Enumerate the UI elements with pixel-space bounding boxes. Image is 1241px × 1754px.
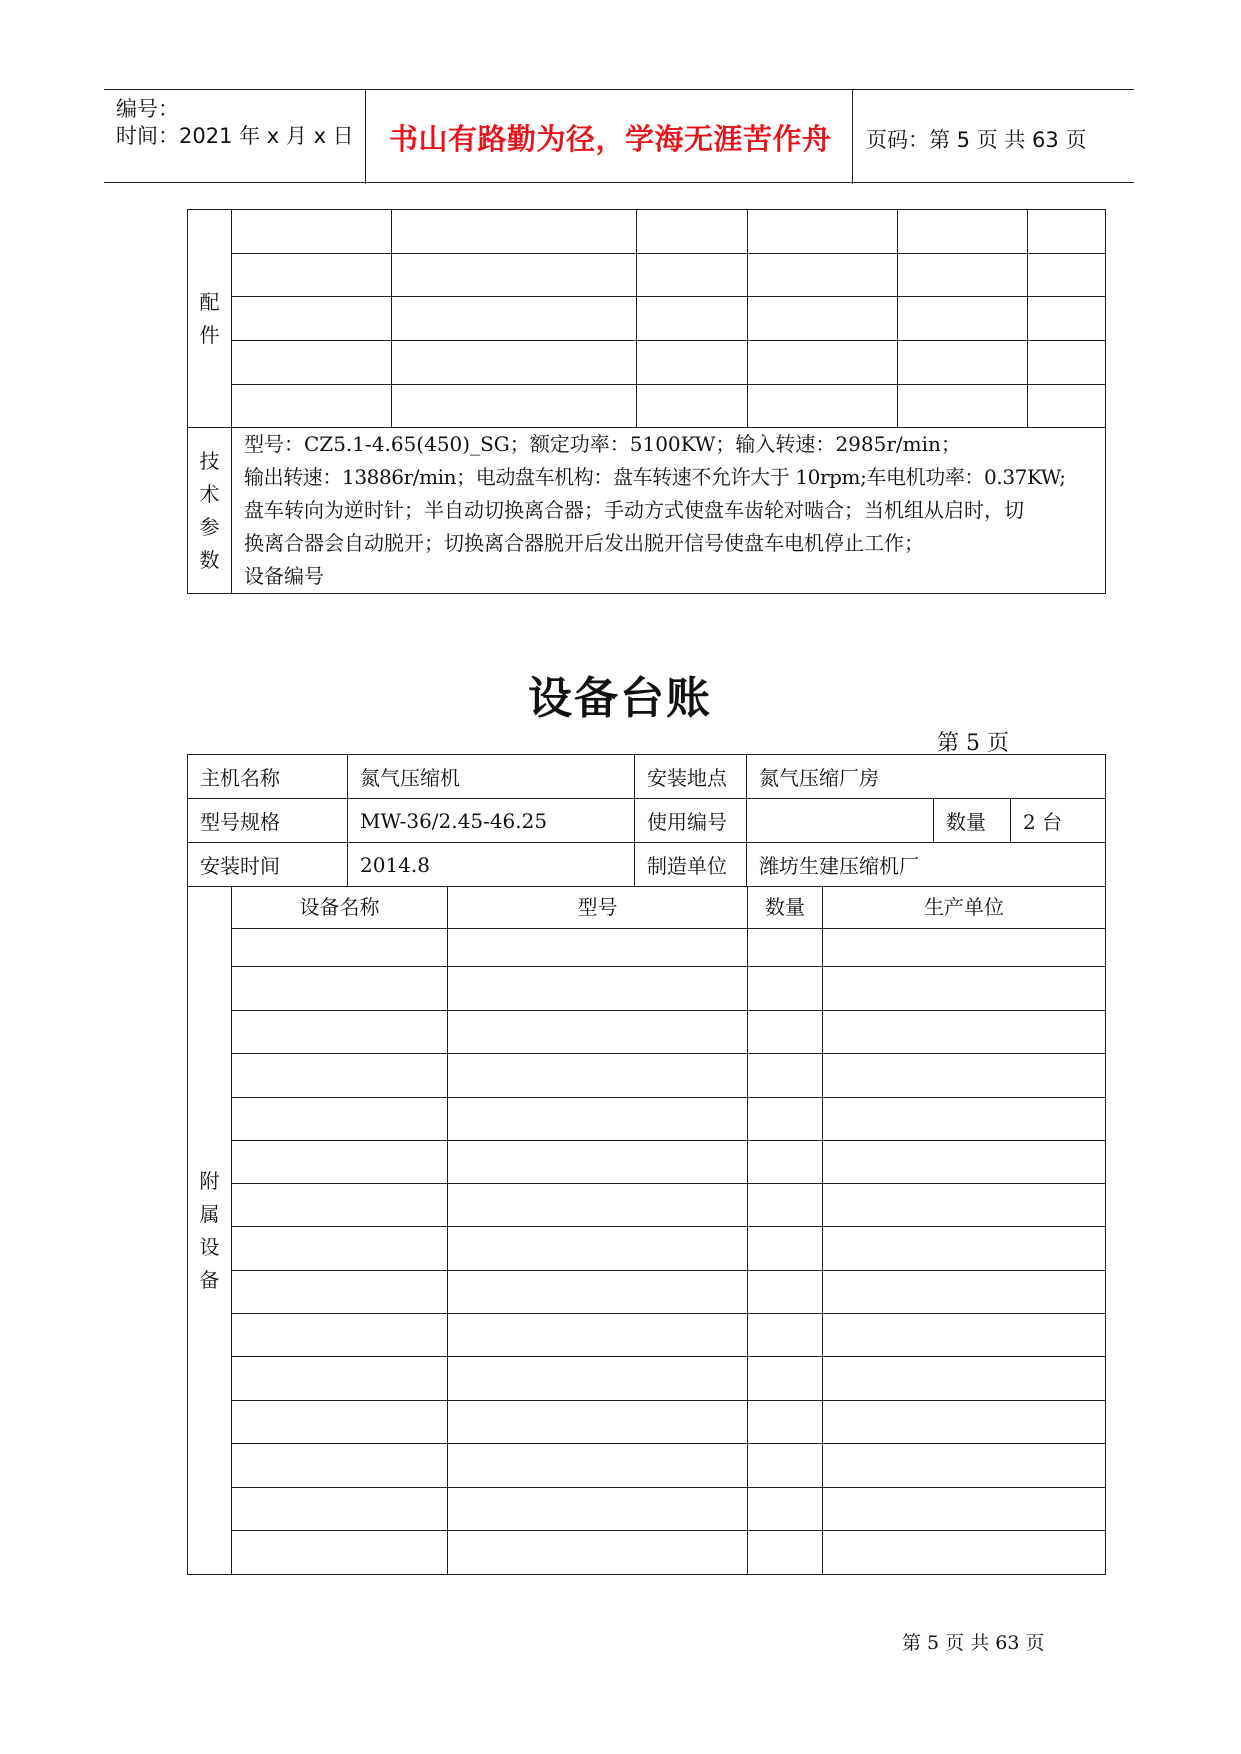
parts-cell — [232, 341, 392, 385]
parts-label-char: 件 — [199, 322, 220, 347]
accessory-cell — [748, 1011, 823, 1054]
accessory-row — [188, 929, 1106, 967]
col-header-quantity: 数量 — [748, 887, 823, 929]
tech-label-char: 术 — [199, 481, 220, 506]
accessory-row — [188, 1184, 1106, 1227]
accessory-cell — [748, 1098, 823, 1141]
accessory-label-char: 附 — [199, 1168, 220, 1193]
accessory-cell — [823, 1227, 1106, 1271]
accessory-cell — [448, 1314, 748, 1357]
quantity-value: 2 台 — [1011, 799, 1106, 843]
accessory-cell — [748, 1444, 823, 1488]
parts-cell — [1028, 385, 1106, 428]
header-bottom-rule — [104, 182, 1134, 183]
accessory-cell — [448, 1054, 748, 1098]
manufacturer-label: 制造单位 — [635, 843, 747, 887]
ledger-page-marker: 第 5 页 — [937, 731, 1009, 756]
accessory-label — [188, 887, 232, 1575]
accessory-row — [188, 1357, 1106, 1401]
parts-cell — [898, 297, 1028, 341]
accessory-cell — [823, 1184, 1106, 1227]
accessory-row — [188, 1271, 1106, 1314]
serial-number-label: 编号： — [116, 97, 179, 121]
parts-cell — [392, 254, 637, 297]
accessory-cell — [823, 1141, 1106, 1184]
header-divider-right — [852, 89, 853, 184]
parts-cell — [1028, 254, 1106, 297]
accessory-cell — [448, 1141, 748, 1184]
parts-cell — [1028, 210, 1106, 254]
accessory-cell — [448, 1271, 748, 1314]
accessory-cell — [748, 1357, 823, 1401]
accessory-cell — [823, 1357, 1106, 1401]
accessory-cell — [448, 1401, 748, 1444]
accessory-cell — [448, 1011, 748, 1054]
parts-label — [188, 210, 232, 428]
parts-cell — [232, 210, 392, 254]
tech-line: 设备编号 — [244, 564, 324, 588]
model-spec-value: MW-36/2.45-46.25 — [348, 799, 635, 843]
accessory-cell — [748, 1401, 823, 1444]
parts-cell — [392, 297, 637, 341]
accessory-cell — [748, 1141, 823, 1184]
accessory-cell — [232, 1271, 448, 1314]
accessory-cell — [823, 1531, 1106, 1575]
accessory-row — [188, 1444, 1106, 1488]
parts-cell — [232, 254, 392, 297]
parts-cell — [637, 297, 748, 341]
parts-cell — [748, 385, 898, 428]
accessory-row — [188, 1401, 1106, 1444]
accessory-cell — [748, 1488, 823, 1531]
accessory-row — [188, 1011, 1106, 1054]
accessory-cell — [232, 1531, 448, 1575]
parts-cell — [392, 210, 637, 254]
accessory-cell — [823, 1054, 1106, 1098]
tech-line: 型号：CZ5.1-4.65(450)_SG；额定功率：5100KW；输入转速：2985r/min； — [244, 432, 961, 456]
page-footer: 第 5 页 共 63 页 — [902, 1632, 1045, 1654]
accessory-cell — [232, 1401, 448, 1444]
parts-cell — [637, 254, 748, 297]
accessory-cell — [232, 929, 448, 967]
accessory-row — [188, 1054, 1106, 1098]
accessory-cell — [232, 1054, 448, 1098]
col-header-model: 型号 — [448, 887, 748, 929]
tech-params-text — [232, 428, 1106, 594]
parts-cell — [1028, 341, 1106, 385]
accessory-cell — [748, 1314, 823, 1357]
accessory-cell — [823, 929, 1106, 967]
accessory-cell — [748, 1531, 823, 1575]
parts-section — [188, 210, 1106, 594]
tech-label-char: 参 — [199, 514, 220, 539]
accessory-cell — [748, 1184, 823, 1227]
accessory-cell — [823, 1488, 1106, 1531]
accessory-cell — [232, 1227, 448, 1271]
accessory-cell — [748, 1054, 823, 1098]
model-spec-label: 型号规格 — [188, 799, 348, 843]
accessory-cell — [448, 1184, 748, 1227]
accessory-cell — [232, 1098, 448, 1141]
accessory-cell — [232, 1011, 448, 1054]
usage-number-value — [747, 799, 934, 843]
header-top-rule — [104, 89, 1134, 90]
parts-cell — [232, 385, 392, 428]
accessory-cell — [232, 1357, 448, 1401]
install-time-label: 安装时间 — [188, 843, 348, 887]
quantity-label: 数量 — [934, 799, 1011, 843]
accessory-header-row — [188, 887, 1106, 929]
accessory-equipment-table — [187, 886, 1106, 1575]
tech-line: 盘车转向为逆时针；半自动切换离合器；手动方式使盘车齿轮对啮合；当机组从启时，切 — [244, 498, 1024, 522]
host-name-value: 氮气压缩机 — [348, 755, 635, 799]
usage-number-label: 使用编号 — [635, 799, 747, 843]
accessory-cell — [823, 1401, 1106, 1444]
tech-label-char: 技 — [199, 448, 220, 473]
install-location-value: 氮气压缩厂房 — [747, 755, 1106, 799]
accessory-cell — [448, 1227, 748, 1271]
accessory-row — [188, 1488, 1106, 1531]
accessory-row — [188, 967, 1106, 1011]
accessory-cell — [823, 1444, 1106, 1488]
accessory-cell — [823, 1011, 1106, 1054]
install-location-label: 安装地点 — [635, 755, 747, 799]
accessory-cell — [448, 1531, 748, 1575]
header-divider-left — [365, 89, 366, 184]
accessory-cell — [748, 1227, 823, 1271]
accessory-cell — [823, 967, 1106, 1011]
tech-params-label — [188, 428, 232, 594]
parts-and-tech-table — [187, 209, 1106, 594]
accessory-cell — [448, 967, 748, 1011]
accessory-cell — [232, 967, 448, 1011]
tech-line: 输出转速：13886r/min；电动盘车机构：盘车转速不允许大于 10rpm;车电机功率：0.37KW; — [244, 465, 1066, 489]
accessory-row — [188, 1227, 1106, 1271]
parts-cell — [898, 210, 1028, 254]
accessory-cell — [823, 1314, 1106, 1357]
accessory-cell — [823, 1271, 1106, 1314]
accessory-section — [188, 887, 1106, 1575]
parts-cell — [232, 297, 392, 341]
parts-cell — [392, 385, 637, 428]
accessory-cell — [448, 1357, 748, 1401]
parts-cell — [898, 254, 1028, 297]
parts-cell — [392, 341, 637, 385]
parts-cell — [637, 385, 748, 428]
parts-cell — [748, 297, 898, 341]
accessory-label-char: 设 — [199, 1234, 220, 1259]
motto-text: 书山有路勤为径，学海无涯苦作舟 — [389, 122, 832, 156]
accessory-row — [188, 1141, 1106, 1184]
install-time-value: 2014.8 — [348, 843, 635, 887]
accessory-cell — [748, 1271, 823, 1314]
accessory-cell — [448, 1444, 748, 1488]
accessory-cell — [232, 1488, 448, 1531]
parts-cell — [748, 210, 898, 254]
parts-cell — [748, 254, 898, 297]
parts-cell — [1028, 297, 1106, 341]
accessory-cell — [823, 1098, 1106, 1141]
accessory-cell — [232, 1314, 448, 1357]
parts-cell — [898, 385, 1028, 428]
ledger-info-table — [187, 754, 1106, 887]
page-number-label: 页码：第 5 页 共 63 页 — [866, 128, 1087, 152]
tech-label-char: 数 — [199, 547, 220, 572]
accessory-label-char: 属 — [199, 1201, 220, 1226]
accessory-label-char: 备 — [199, 1267, 220, 1292]
tech-line: 换离合器会自动脱开；切换离合器脱开后发出脱开信号使盘车电机停止工作； — [244, 531, 924, 555]
accessory-cell — [748, 929, 823, 967]
time-label: 时间：2021 年 x 月 x 日 — [116, 124, 354, 148]
accessory-cell — [448, 1098, 748, 1141]
parts-cell — [637, 210, 748, 254]
accessory-row — [188, 1098, 1106, 1141]
accessory-cell — [448, 929, 748, 967]
accessory-row — [188, 1531, 1106, 1575]
parts-cell — [898, 341, 1028, 385]
accessory-cell — [232, 1184, 448, 1227]
parts-label-char: 配 — [199, 289, 220, 314]
ledger-title: 设备台账 — [528, 673, 712, 724]
manufacturer-value: 潍坊生建压缩机厂 — [747, 843, 1106, 887]
accessory-cell — [448, 1488, 748, 1531]
accessory-cell — [232, 1141, 448, 1184]
accessory-cell — [748, 967, 823, 1011]
parts-cell — [748, 341, 898, 385]
host-name-label: 主机名称 — [188, 755, 348, 799]
col-header-manufacturer: 生产单位 — [823, 887, 1106, 929]
col-header-equipment-name: 设备名称 — [232, 887, 448, 929]
parts-cell — [637, 341, 748, 385]
accessory-row — [188, 1314, 1106, 1357]
accessory-cell — [232, 1444, 448, 1488]
